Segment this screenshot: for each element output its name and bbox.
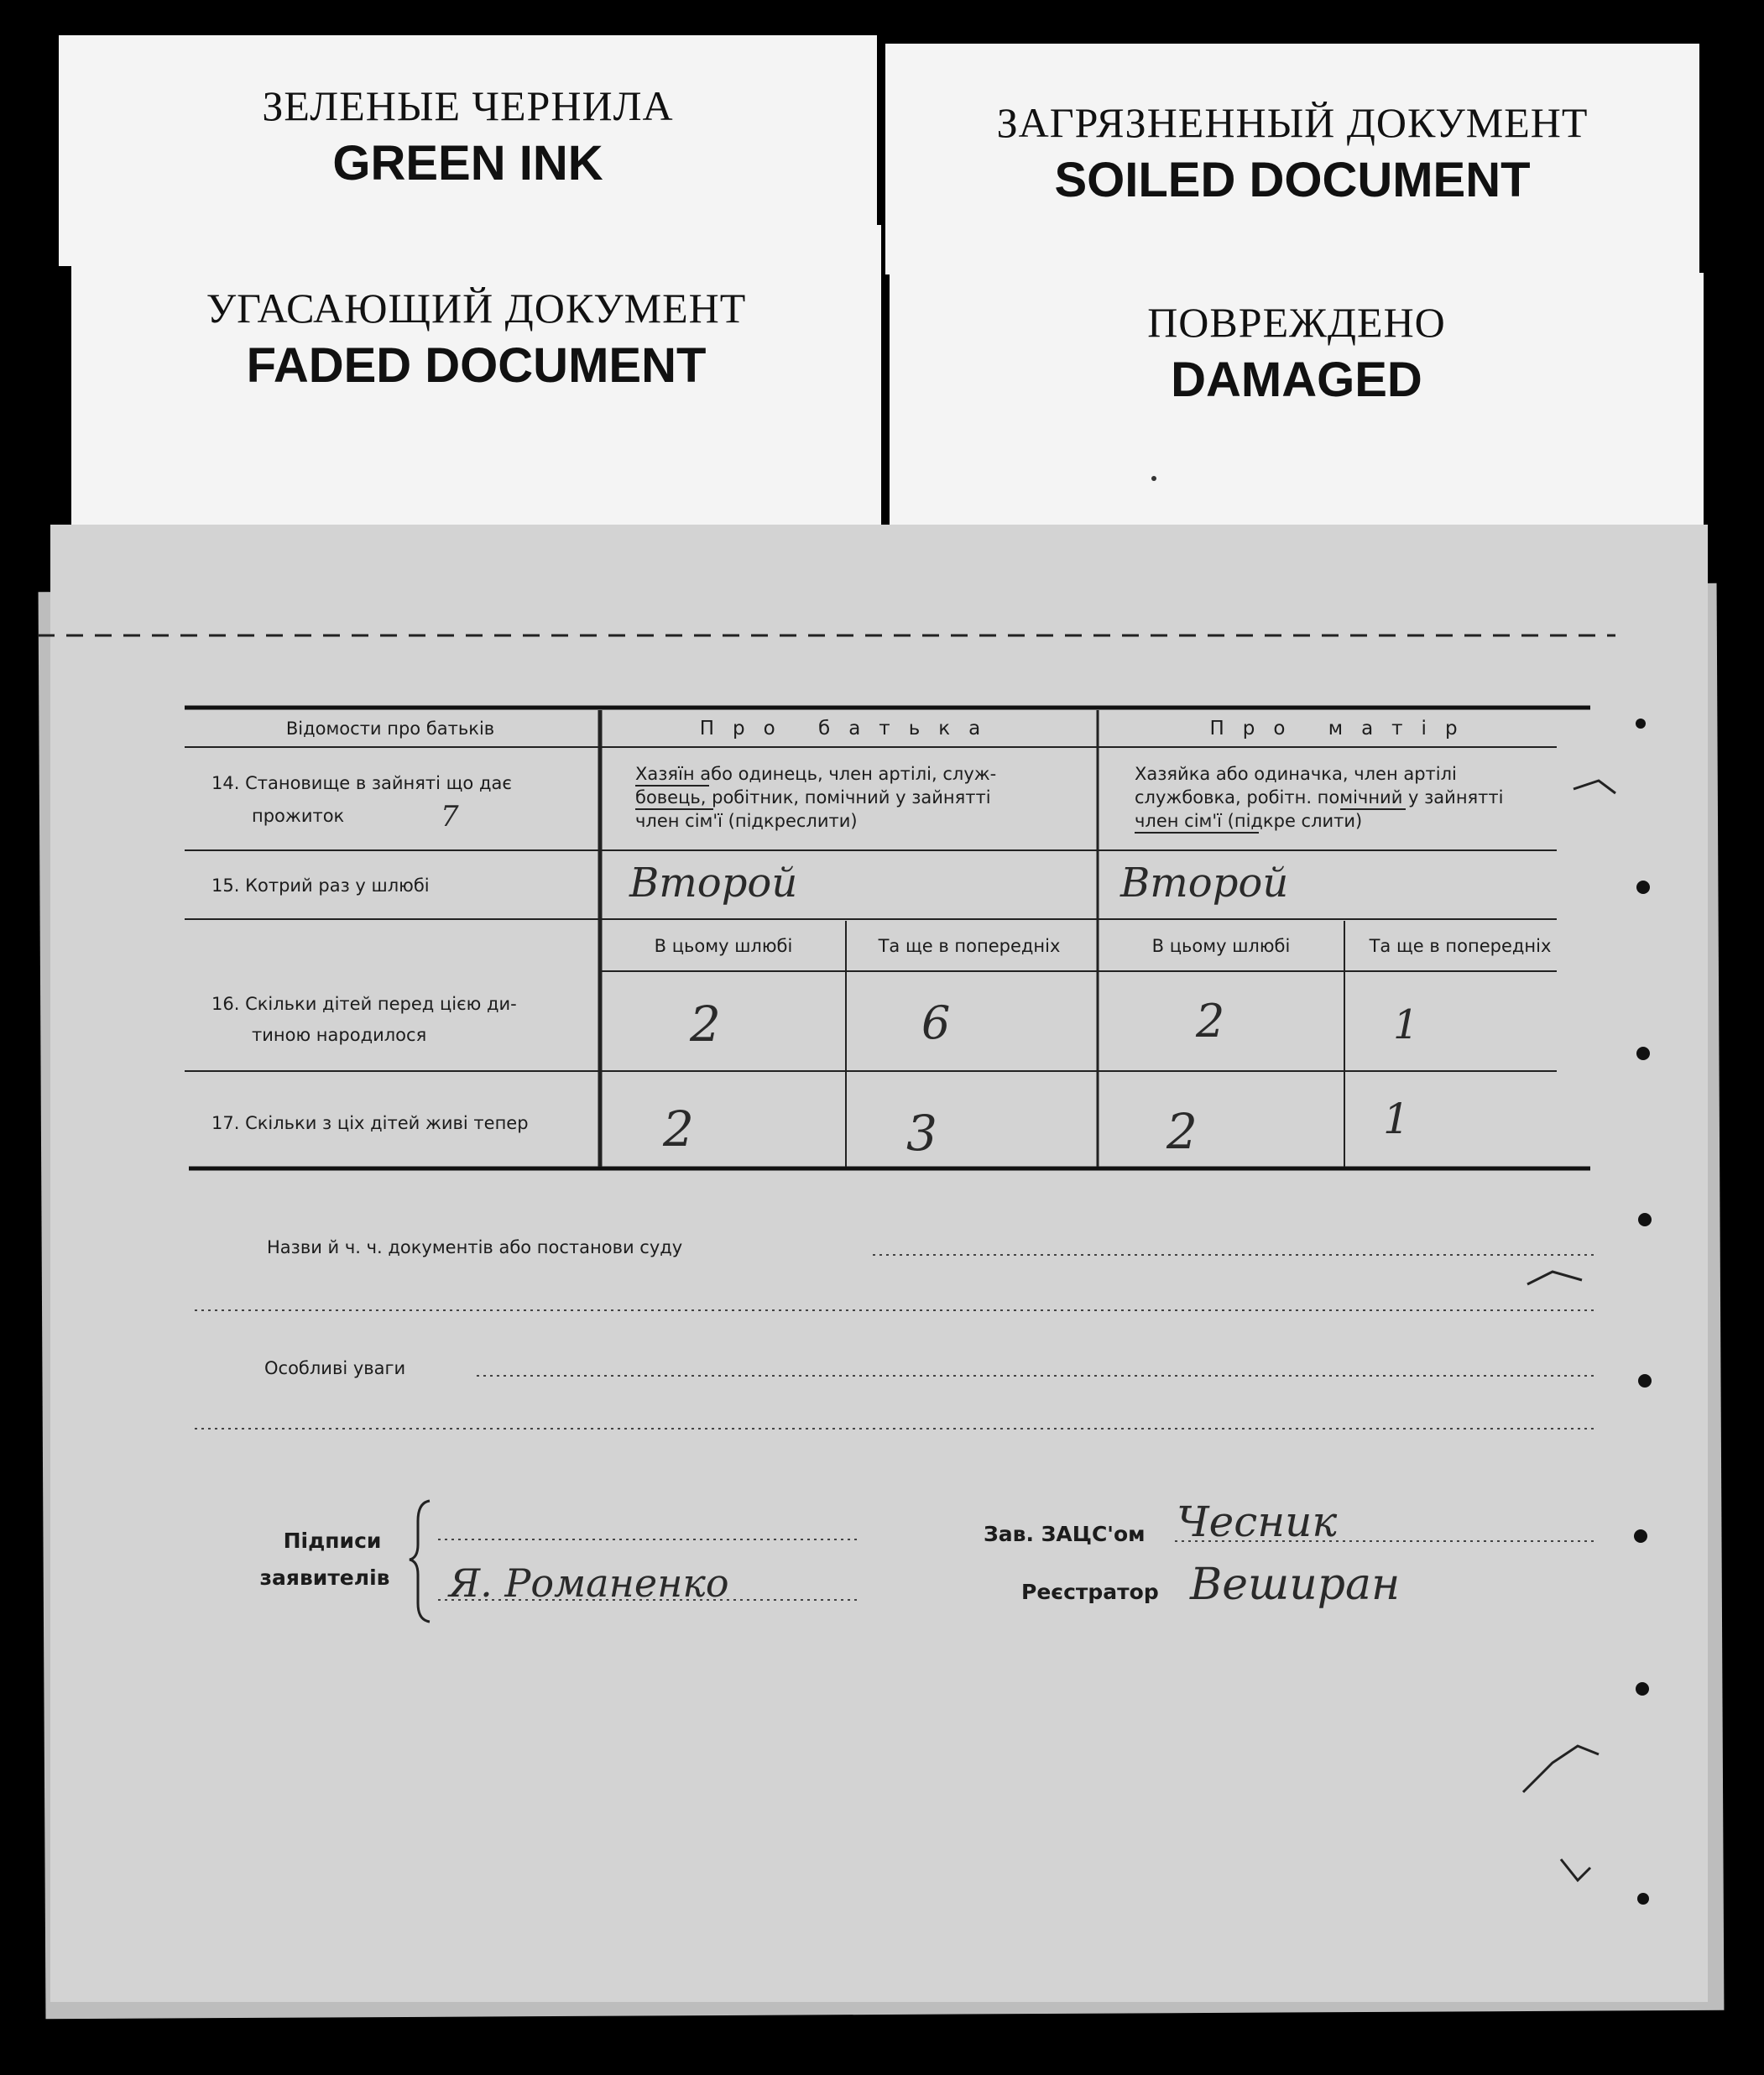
signatures-label-line2: заявителів (259, 1565, 390, 1590)
row16-label-line2: тиною народилося (252, 1025, 427, 1045)
head-of-registry-signature: Чесник (1177, 1497, 1338, 1546)
row14-mother-line3: член сім'ї (підкре слити) (1135, 811, 1363, 831)
row17-label: 17. Скільки з ціх дітей живі тепер (211, 1113, 529, 1133)
row14-mother-line1: Хазяйка або одиначка, член артілі (1135, 764, 1457, 784)
soiled-document-label-en: SOILED DOCUMENT (1054, 153, 1531, 207)
row14-label-line1: 14. Становище в зайняті що дає (211, 773, 512, 793)
signatures-brace (410, 1501, 430, 1622)
applicant-signature: Я. Романенко (449, 1560, 729, 1606)
documents-label: Назви й ч. ч. документів або постанови суду (267, 1237, 683, 1257)
head-of-registry-label: Зав. ЗАЦС'ом (984, 1522, 1146, 1546)
damaged-label-ru: ПОВРЕЖДЕНО (1147, 299, 1446, 346)
row16-father-previous: 6 (921, 996, 951, 1049)
row17-father-previous: 3 (906, 1105, 937, 1162)
header-about-father: Про батька (699, 718, 999, 740)
subheader-mother-previous: Та ще в попередніх (1369, 936, 1552, 956)
row15-father-value: Второй (629, 860, 798, 907)
registrar-label: Реєстратор (1021, 1580, 1159, 1604)
row14-father-line3: член сім'ї (підкреслити) (635, 811, 858, 831)
row16-mother-previous: 1 (1393, 1001, 1419, 1048)
header-about-mother: Про матір (1209, 718, 1476, 740)
row14-mother-line2: службовка, робітн. помічний у зайнятті (1135, 787, 1504, 808)
subheader-father-this-marriage: В цьому шлюбі (654, 936, 793, 956)
row16-mother-this: 2 (1196, 995, 1225, 1048)
faded-document-label-ru: УГАСАЮЩИЙ ДОКУМЕНТ (206, 285, 747, 332)
row15-label: 15. Котрий раз у шлюбі (211, 875, 430, 896)
row16-father-this: 2 (690, 996, 721, 1053)
row15-mother-value: Второй (1120, 860, 1289, 907)
header-parents-info: Відомости про батьків (285, 719, 495, 739)
row14-label-line2: прожиток (252, 806, 345, 826)
row14-father-line1: Хазяїн або одинець, член артілі, служ- (635, 764, 997, 784)
row17-father-this: 2 (663, 1100, 694, 1158)
row14-father-line2: бовець, робітник, помічний у зайнятті (635, 787, 991, 808)
binding-holes (1634, 719, 1652, 1905)
subheader-mother-this-marriage: В цьому шлюбі (1151, 936, 1291, 956)
remarks-label: Особливі уваги (264, 1358, 406, 1378)
green-ink-label-ru: ЗЕЛЕНЫЕ ЧЕРНИЛА (262, 82, 674, 129)
subheader-father-previous: Та ще в попередніх (878, 936, 1061, 956)
row16-label-line1: 16. Скільки дітей перед цією ди- (211, 994, 517, 1014)
damaged-label-en: DAMAGED (1171, 353, 1422, 407)
row17-mother-previous: 1 (1383, 1095, 1410, 1143)
registrar-signature: Веширан (1190, 1560, 1401, 1610)
row14-mark: 7 (441, 800, 459, 834)
row17-mother-this: 2 (1166, 1103, 1198, 1160)
faded-document-label-en: FADED DOCUMENT (246, 338, 707, 393)
green-ink-label-en: GREEN INK (332, 136, 603, 191)
signatures-label-line1: Підписи (283, 1529, 382, 1553)
soiled-document-label-ru: ЗАГРЯЗНЕННЫЙ ДОКУМЕНТ (996, 99, 1589, 146)
